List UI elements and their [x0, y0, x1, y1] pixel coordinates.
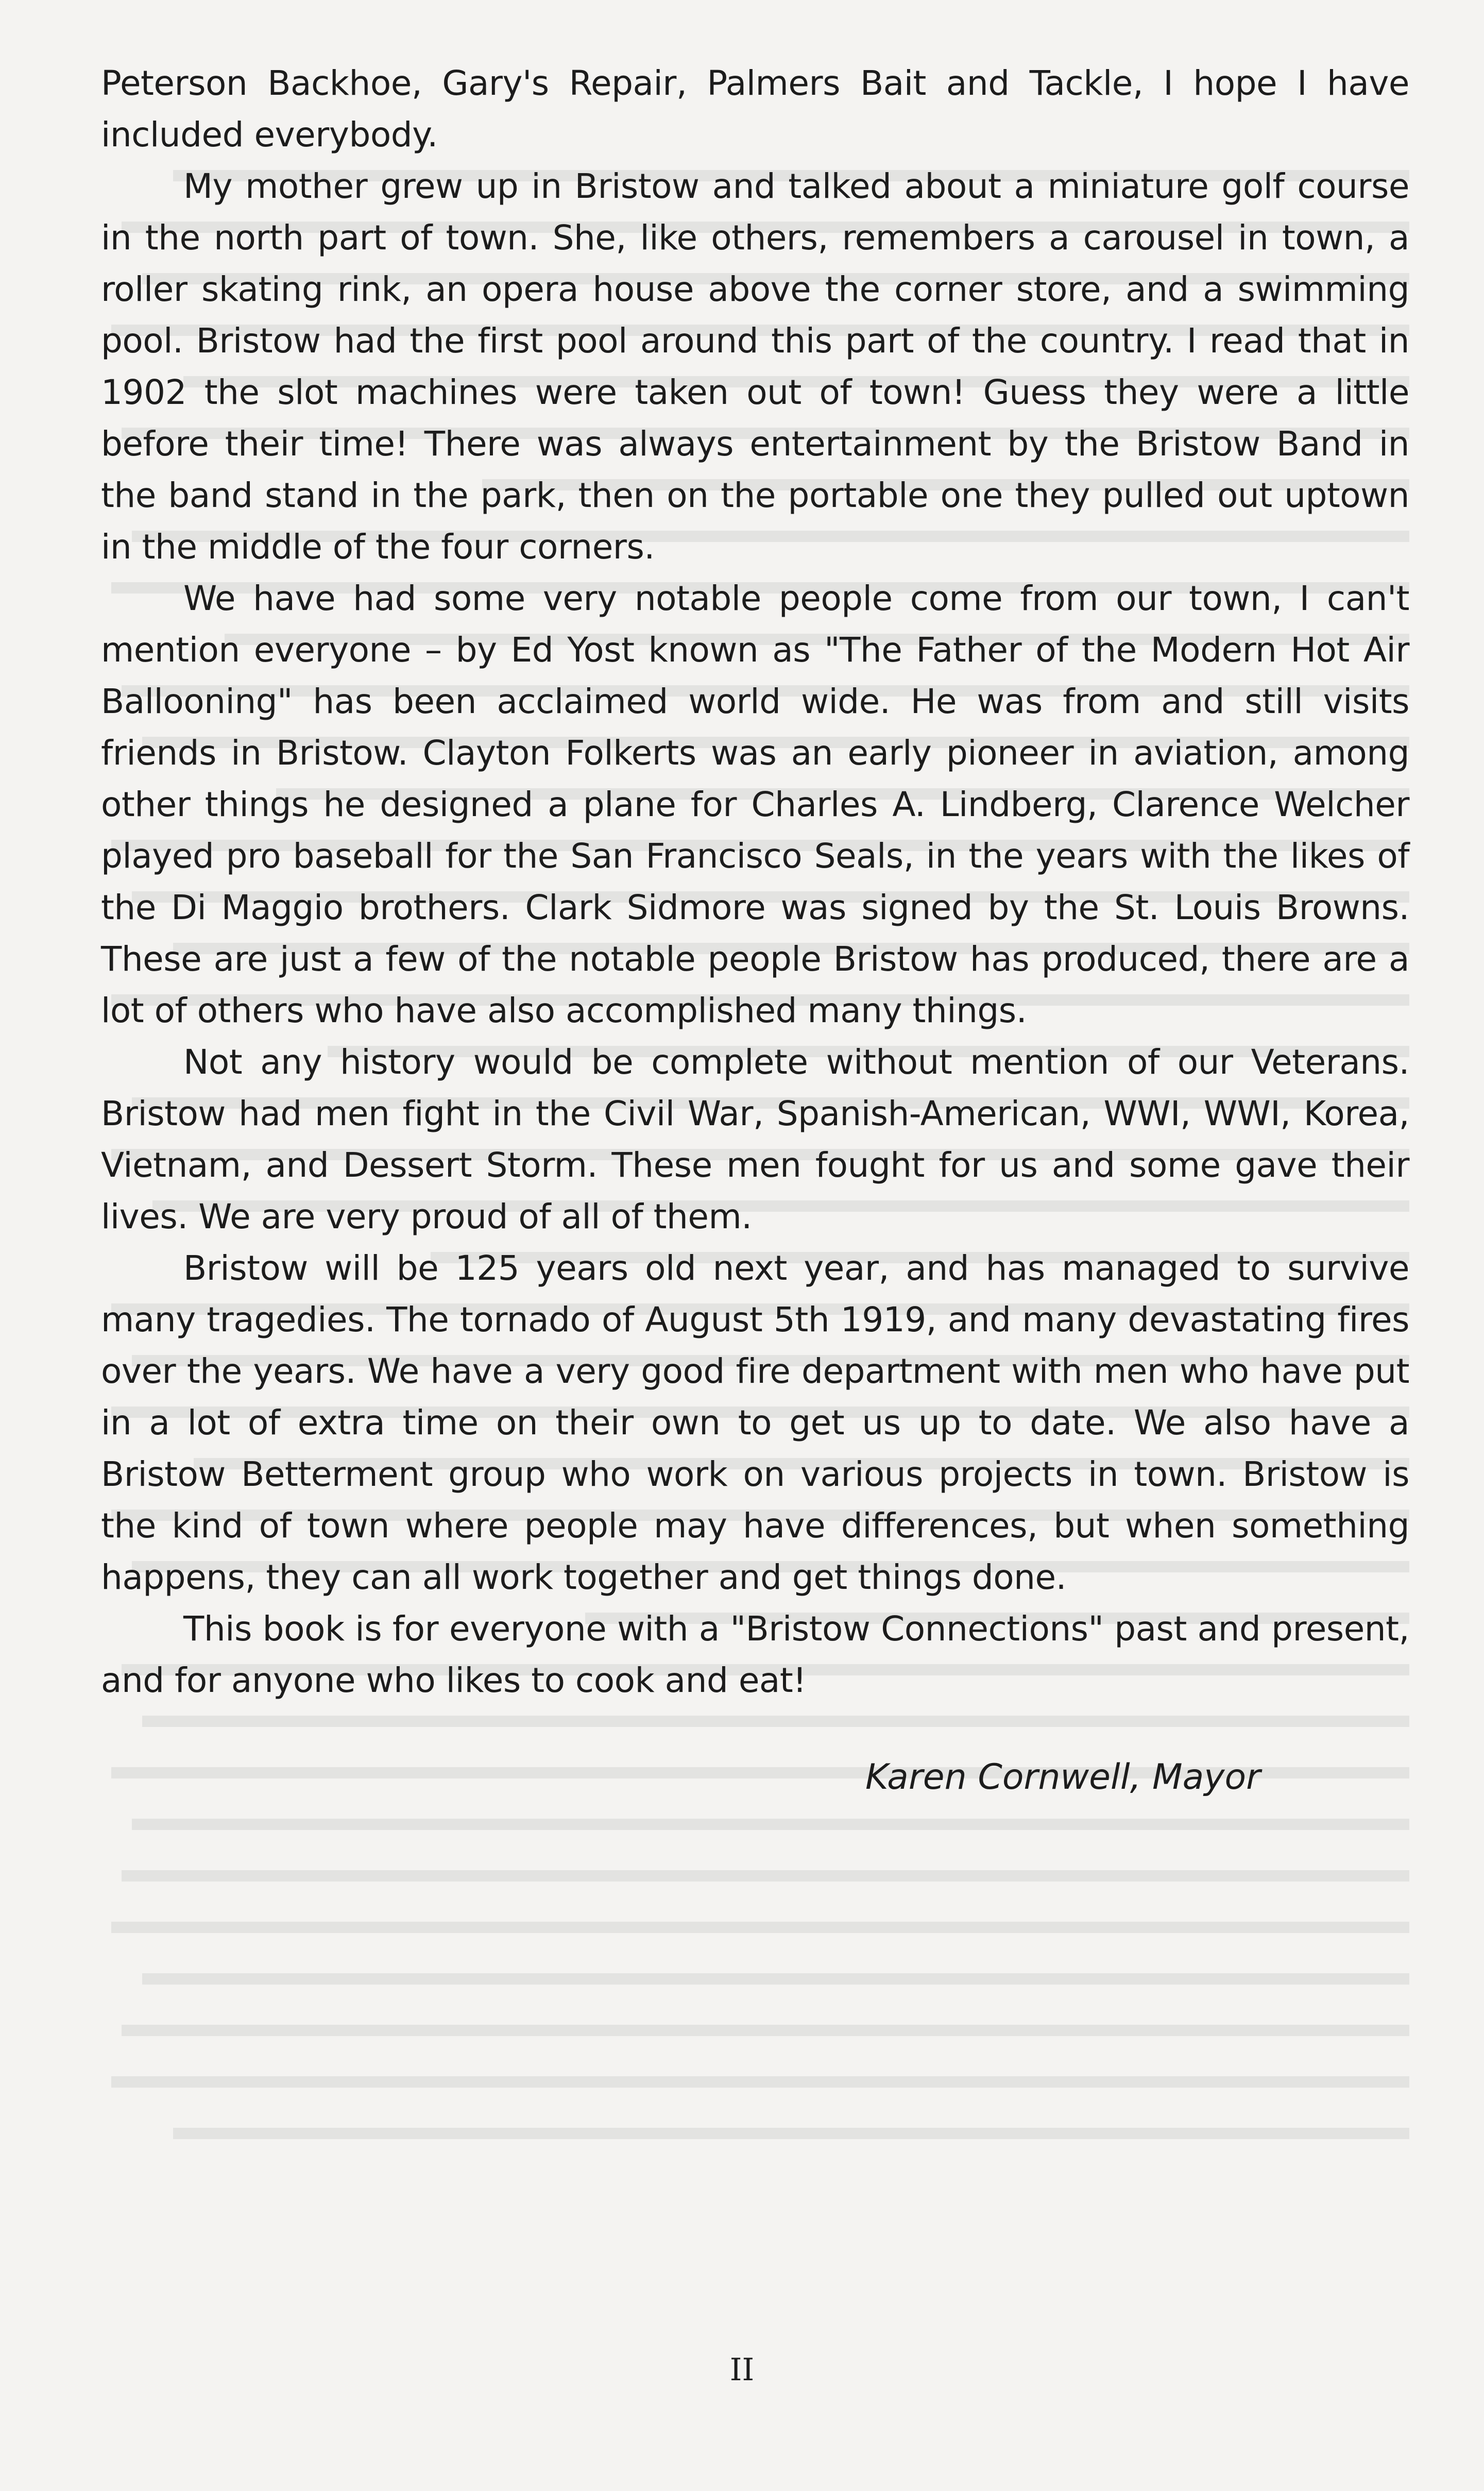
- paragraph-2: My mother grew up in Bristow and talked about a miniature golf course in the north part of town. She, like others, remembers a carousel in town, a roller skating rink, an opera house above the corner store, and a swimming pool. Bristow had the first pool around this part of the country. I read that in 1902 the slot machines were taken out of town! Guess they were a little before their time! There was always entertainment by the Bristow Band in the band stand in the park, then on the portable one they pulled out uptown in the middle of the four corners.: [101, 166, 1409, 567]
- body-text: [101, 58, 1409, 1706]
- page-number: II: [729, 2352, 755, 2388]
- signature: Karen Cornwell, Mayor: [865, 1757, 1261, 1798]
- paragraph-1: Peterson Backhoe, Gary's Repair, Palmers Bait and Tackle, I hope I have included everybody.: [101, 63, 1409, 155]
- paragraph-4: Not any history would be complete without mention of our Veterans. Bristow had men fight in the Civil War, Spanish-American, WWI, WWI, Korea, Vietnam, and Dessert Storm. These men fought for us and some gave their lives. We are very proud of all of them.: [101, 1042, 1409, 1236]
- paragraph-5: Bristow will be 125 years old next year, and has managed to survive many tragedies. The tornado of August 5th 1919, and many devastating fires over the years. We have a very good fire department with men who have put in a lot of extra time on their own to get us up to date. We also have a Bristow Betterment group who work on various projects in town. Bristow is the kind of town where people may have differences, but when something happens, they can all work together and get things done.: [101, 1248, 1409, 1597]
- paragraph-6: This book is for everyone with a "Bristow Connections" past and present, and for anyone who likes to cook and eat!: [101, 1609, 1409, 1700]
- paragraph-3: We have had some very notable people come from our town, I can't mention everyone – by Ed Yost known as "The Father of the Modern Hot Air Ballooning" has been acclaimed world wide. He was from and still visits friends in Bristow. Clayton Folkerts was an early pioneer in aviation, among other things he designed a plane for Charles A. Lindberg, Clarence Welcher played pro baseball for the San Francisco Seals, in the years with the likes of the Di Maggio brothers. Clark Sidmore was signed by the St. Louis Browns. These are just a few of the notable people Bristow has produced, there are a lot of others who have also accomplished many things.: [101, 579, 1409, 1030]
